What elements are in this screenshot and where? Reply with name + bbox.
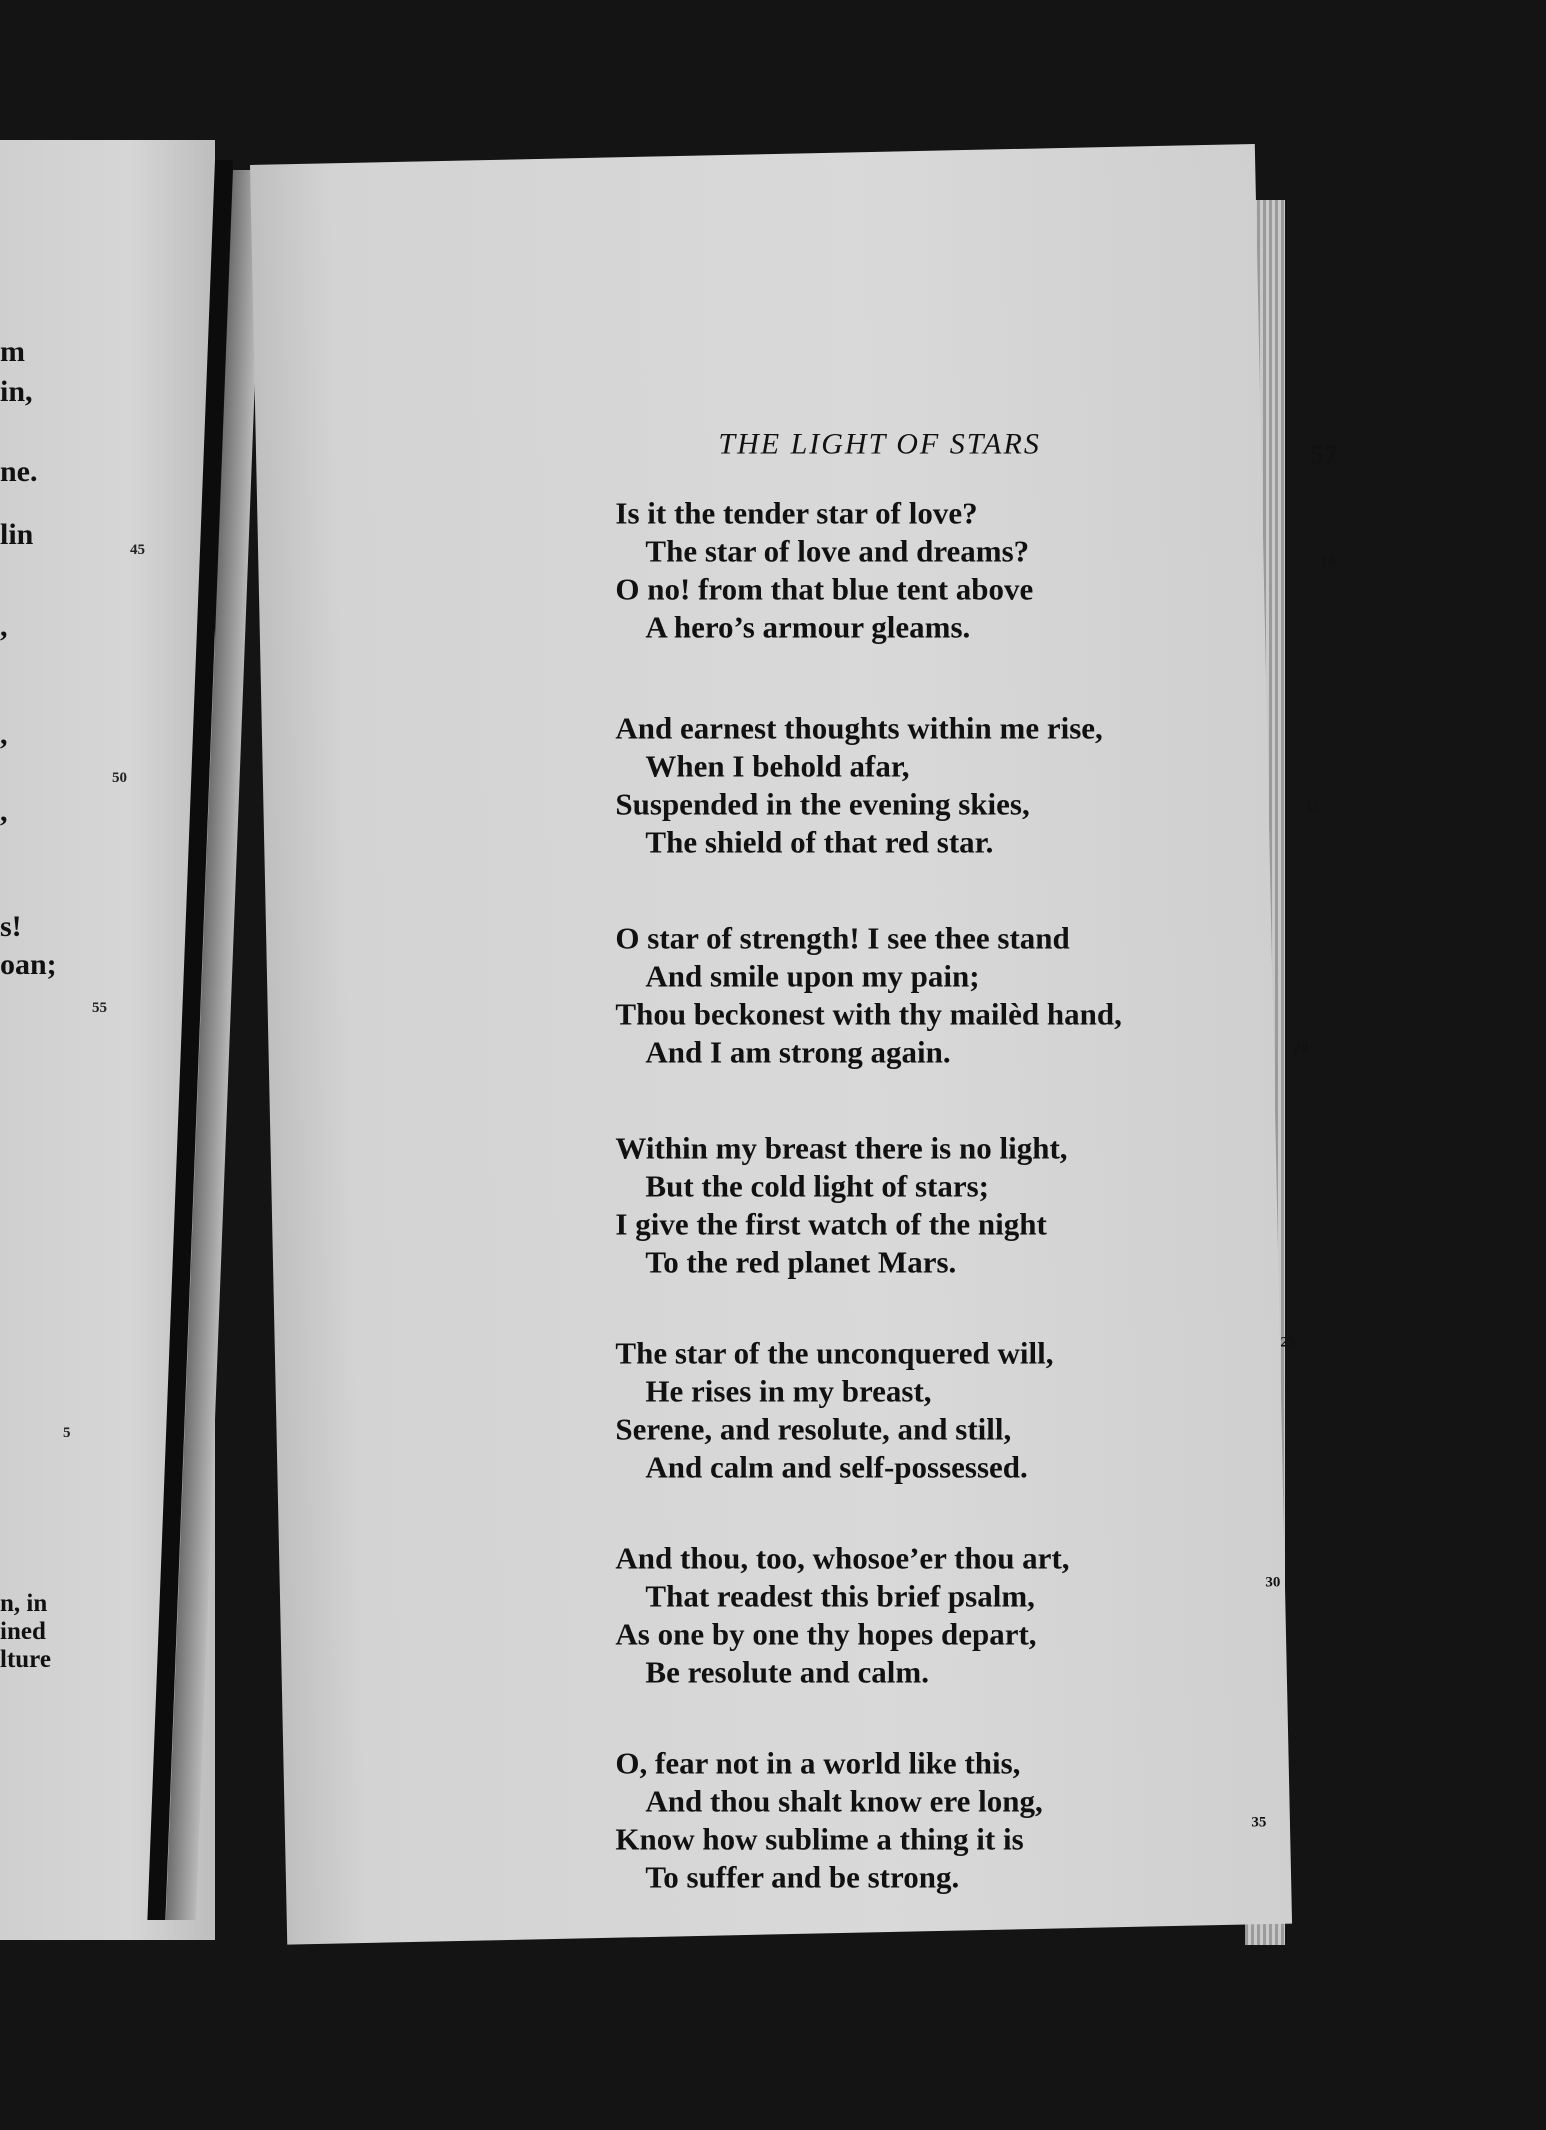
page-content <box>503 325 1508 2105</box>
line-number: 20 <box>1293 1039 1309 1056</box>
stanza <box>615 1335 1053 1487</box>
left-page-fragment: , <box>0 610 8 643</box>
left-line-number: 45 <box>130 542 145 558</box>
poem-line: And earnest thoughts within me rise, <box>615 710 1103 746</box>
left-page-fragment: in, <box>0 375 33 408</box>
poem-line: And thou shalt know ere long, <box>645 1783 1043 1819</box>
poem-line: And I am strong again. <box>645 1034 951 1070</box>
left-line-number: 50 <box>112 770 127 786</box>
left-page-fragment: , <box>0 718 8 751</box>
poem-line: I give the first watch of the night <box>615 1206 1047 1242</box>
stanza <box>615 1540 1069 1692</box>
poem-line: Within my breast there is no light, <box>615 1130 1068 1166</box>
left-page-fragment: m <box>0 335 25 368</box>
poem-line: And thou, too, whosoe’er thou art, <box>615 1540 1070 1576</box>
poem-line: O star of strength! I see thee stand <box>615 920 1070 956</box>
poem-line: Suspended in the evening skies, <box>615 786 1030 822</box>
left-page-fragment: lture <box>0 1646 51 1673</box>
poem-line: As one by one thy hopes depart, <box>615 1616 1037 1652</box>
line-number: 10 <box>1320 554 1336 571</box>
running-title: THE LIGHT OF STARS <box>718 427 1041 461</box>
poem-line: And smile upon my pain; <box>645 958 980 994</box>
line-number: 25 <box>1280 1334 1296 1351</box>
stanza <box>615 1745 1042 1897</box>
poem-line: Serene, and resolute, and still, <box>615 1411 1012 1447</box>
left-page-fragment: s! <box>0 910 22 943</box>
poem-line: That readest this brief psalm, <box>645 1578 1035 1614</box>
poem-line: But the cold light of stars; <box>645 1168 989 1204</box>
line-number: 15 <box>1305 799 1321 816</box>
left-page-fragment: oan; <box>0 948 57 981</box>
left-page-fragment: lin <box>0 518 34 551</box>
poem-line: To suffer and be strong. <box>645 1859 960 1895</box>
left-page-fragment: ne. <box>0 455 38 488</box>
poem-line: The star of the unconquered will, <box>615 1335 1054 1371</box>
page-number: 57 <box>1310 439 1338 470</box>
poem-line: Know how sublime a thing it is <box>615 1821 1024 1857</box>
poem-line: He rises in my breast, <box>645 1373 932 1409</box>
line-number: 35 <box>1251 1814 1267 1831</box>
poem-line: The shield of that red star. <box>645 824 994 860</box>
poem-line: The star of love and dreams? <box>645 533 1030 569</box>
right-page <box>250 144 1338 1945</box>
left-page-fragment: n, in <box>0 1590 48 1617</box>
line-number: 30 <box>1265 1574 1281 1591</box>
poem-line: Is it the tender star of love? <box>615 495 978 531</box>
poem-line: To the red planet Mars. <box>645 1244 957 1280</box>
left-page-fragment: ined <box>0 1618 46 1645</box>
left-line-number: 55 <box>92 1000 107 1016</box>
poem-line: When I behold afar, <box>645 748 910 784</box>
poem-line: O no! from that blue tent above <box>615 571 1034 607</box>
poem-line: Be resolute and calm. <box>645 1654 929 1690</box>
poem-line: O, fear not in a world like this, <box>615 1745 1021 1781</box>
left-page-fragment: , <box>0 795 8 828</box>
poem-line: A hero’s armour gleams. <box>645 609 971 645</box>
left-line-number: 5 <box>63 1425 71 1441</box>
stanza <box>615 1130 1067 1282</box>
stanza <box>615 920 1121 1072</box>
poem-line: And calm and self-possessed. <box>645 1449 1028 1485</box>
stanza <box>615 495 1033 647</box>
poem-line: Thou beckonest with thy mailèd hand, <box>615 996 1122 1032</box>
stanza <box>615 710 1102 862</box>
